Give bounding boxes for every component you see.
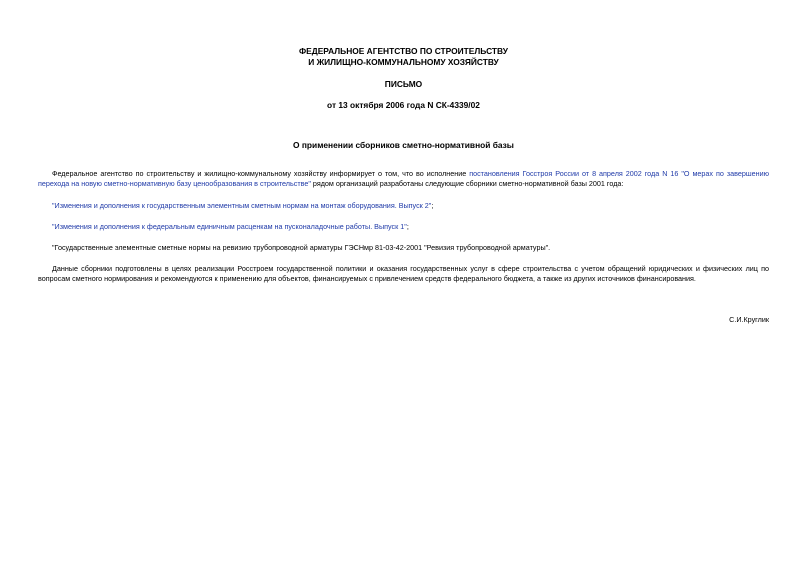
decree-link[interactable]: постановления Госстроя России от 8 апреля 2002 года N 16 "О мерах по завершению перехода на новую сметно-нормативную базу ценообразования в строительстве" [38, 169, 769, 188]
intro-text-start: Федеральное агентство по строительству и жилищно-коммунальному хозяйству информирует о том, что во исполнение [52, 169, 470, 178]
collection-link-2[interactable]: "Изменения и дополнения к федеральным единичным расценкам на пусконаладочные работы. Выпуск 1" [52, 222, 407, 231]
agency-name-line1: ФЕДЕРАЛЬНОЕ АГЕНТСТВО ПО СТРОИТЕЛЬСТВУ [299, 46, 508, 56]
intro-paragraph [38, 169, 769, 189]
list-item-1 [38, 201, 769, 211]
signature: С.И.Круглик [729, 315, 769, 324]
list-item-2 [38, 222, 769, 232]
document-type: ПИСЬМО [384, 79, 423, 89]
list-item-3-text: "Государственные элементные сметные нормы на ревизию трубопроводной арматуры ГЭСНмр 81-03-42-2001 "Ревизия трубопроводной арматуры". [52, 243, 551, 252]
list-item-3 [38, 243, 769, 253]
closing-paragraph-text: Данные сборники подготовлены в целях реализации Росстроем государственной политики и оказания государственных услуг в сфере строительства с учетом обращений юридических и физических лиц по вопросам сметного нормирования и рекомендуются к применению для объектов, финансируемых с привлечением средств федерального бюджета, а также из других источников финансирования. [38, 264, 769, 283]
agency-name-line2: И ЖИЛИЩНО-КОММУНАЛЬНОМУ ХОЗЯЙСТВУ [308, 57, 499, 67]
closing-paragraph [38, 264, 769, 284]
collection-link-1[interactable]: "Изменения и дополнения к государственным элементным сметным нормам на монтаж оборудования. Выпуск 2" [52, 201, 432, 210]
document-date-number: от 13 октября 2006 года N СК-4339/02 [327, 100, 480, 110]
list-item-1-punct: ; [431, 201, 434, 210]
intro-text-end: рядом организаций разработаны следующие сборники сметно-нормативной базы 2001 года: [310, 179, 624, 188]
document-subject: О применении сборников сметно-нормативной базы [293, 140, 514, 150]
list-item-2-punct: ; [406, 222, 409, 231]
